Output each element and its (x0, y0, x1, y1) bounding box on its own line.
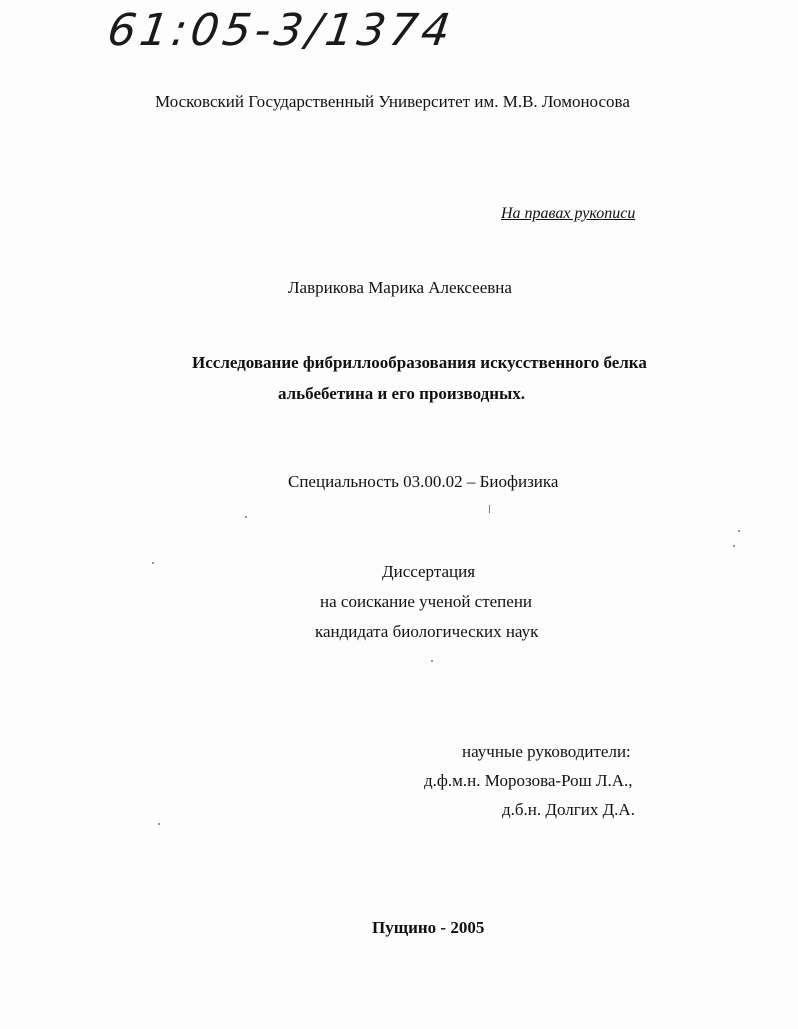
scan-speck (431, 660, 433, 662)
thesis-title-line-1: Исследование фибриллообразования искусственного белка (192, 353, 647, 372)
scan-speck (489, 505, 490, 513)
supervisors-label: научные руководители: (462, 742, 631, 761)
university-name: Московский Государственный Университет им. М.В. Ломоносова (155, 92, 630, 111)
place-and-year: Пущино - 2005 (372, 918, 485, 937)
specialty: Специальность 03.00.02 – Биофизика (288, 472, 559, 491)
rights-note: На правах рукописи (501, 205, 636, 222)
author-name: Лаврикова Марика Алексеевна (288, 278, 512, 297)
dissertation-field-line: кандидата биологических наук (315, 622, 539, 641)
scan-speck (158, 823, 160, 825)
scan-speck (245, 516, 247, 518)
scan-speck (152, 562, 154, 564)
handwritten-catalog-code: 61:05-3/1374 (104, 5, 458, 56)
scan-speck (738, 530, 740, 532)
scan-speck (733, 545, 735, 547)
supervisor-second: д.б.н. Долгих Д.А. (502, 800, 635, 819)
dissertation-degree-line: на соискание ученой степени (320, 592, 533, 611)
thesis-title-line-2: альбебетина и его производных. (278, 384, 526, 403)
dissertation-label: Диссертация (382, 562, 476, 581)
supervisor-first: д.ф.м.н. Морозова-Рош Л.А., (424, 771, 633, 790)
